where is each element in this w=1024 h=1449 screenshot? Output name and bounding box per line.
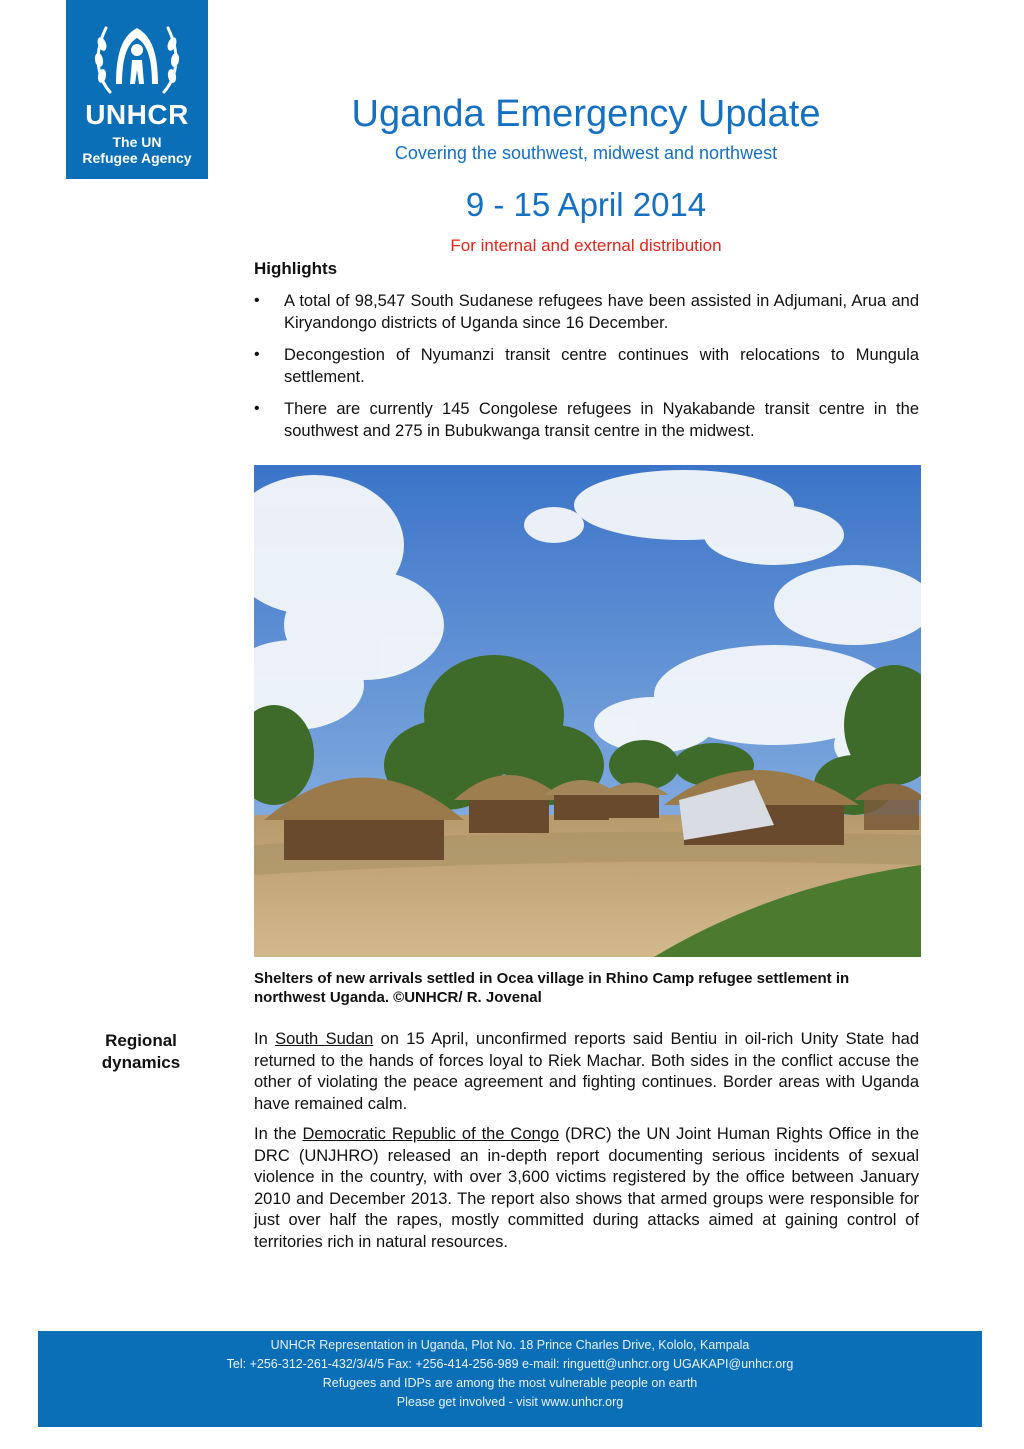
paragraph-drc [254, 1124, 919, 1253]
list-item [254, 344, 919, 388]
logo-tagline-line2: Refugee Agency [82, 150, 192, 166]
logo-tagline-line1: The UN [112, 134, 162, 150]
section-label-regional-dynamics [80, 1030, 202, 1074]
list-item [254, 398, 919, 442]
report-dates: 9 - 15 April 2014 [465, 186, 707, 223]
bullet-icon: • [254, 292, 260, 309]
page-subtitle: Covering the southwest, midwest and northwest [394, 143, 778, 163]
bullet-icon: • [254, 400, 260, 417]
logo-wordmark: UNHCR [85, 99, 189, 130]
highlight-text: A total of 98,547 South Sudanese refugees have been assisted in Adjumani, Arua and Kiryandongo districts of Uganda since 16 December. [284, 292, 919, 332]
footer-contact[interactable]: Tel: +256-312-261-432/3/4/5 Fax: +256-414-256-989 e-mail: ringuett@unhcr.org UGAKAPI@unhcr.org [226, 1357, 794, 1371]
regional-dynamics-body [254, 1029, 919, 1262]
highlights-heading: Highlights [254, 259, 338, 278]
logo-tagline [66, 134, 208, 166]
page-title: Uganda Emergency Update [351, 93, 821, 135]
bullet-icon: • [254, 346, 260, 363]
paragraph-lead: In the [254, 1125, 303, 1143]
south-sudan-link[interactable]: South Sudan [275, 1030, 374, 1048]
list-item [254, 290, 919, 334]
footer-address: UNHCR Representation in Uganda, Plot No. 18 Prince Charles Drive, Kololo, Kampala [270, 1338, 750, 1352]
page-footer [38, 1331, 982, 1427]
footer-tagline: Refugees and IDPs are among the most vulnerable people on earth [322, 1376, 698, 1390]
highlights-list [254, 290, 919, 452]
drc-link[interactable]: Democratic Republic of the Congo [302, 1125, 560, 1143]
shelters-photo [254, 465, 921, 957]
paragraph-rest: on 15 April, unconfirmed reports said Bentiu in oil-rich Unity State had returned to the hands of forces loyal to Riek Machar. Both sides in the conflict accuse the other of violating the peace agreement and fighting continues. Border areas with Uganda have remained calm. [254, 1030, 919, 1113]
paragraph-rest: (DRC) the UN Joint Human Rights Office in the DRC (UNJHRO) released an in-depth report documenting serious incidents of sexual violence in the country, with over 3,600 victims registered by the office between January 2010 and December 2013. The report also shows that armed groups were responsible for just over half the rapes, mostly committed during attacks aimed at gaining control of territories rich in natural resources. [254, 1125, 920, 1251]
distribution-note: For internal and external distribution [450, 236, 722, 255]
highlight-text: Decongestion of Nyumanzi transit centre continues with relocations to Mungula settlement. [284, 346, 919, 386]
section-label-line1: Regional [105, 1031, 177, 1050]
footer-website[interactable]: Please get involved - visit www.unhcr.org [396, 1395, 624, 1409]
photo-caption: Shelters of new arrivals settled in Ocea village in Rhino Camp refugee settlement in northwest Uganda. ©UNHCR/ R. Jovenal [254, 970, 850, 1006]
unhcr-emblem-icon [92, 14, 182, 98]
paragraph-lead: In [254, 1030, 276, 1048]
unhcr-logo [66, 0, 208, 179]
paragraph-south-sudan [254, 1029, 919, 1115]
section-label-line2: dynamics [101, 1053, 181, 1072]
highlight-text: There are currently 145 Congolese refugees in Nyakabande transit centre in the southwest and 275 in Bubukwanga transit centre in the midwest. [284, 400, 919, 440]
